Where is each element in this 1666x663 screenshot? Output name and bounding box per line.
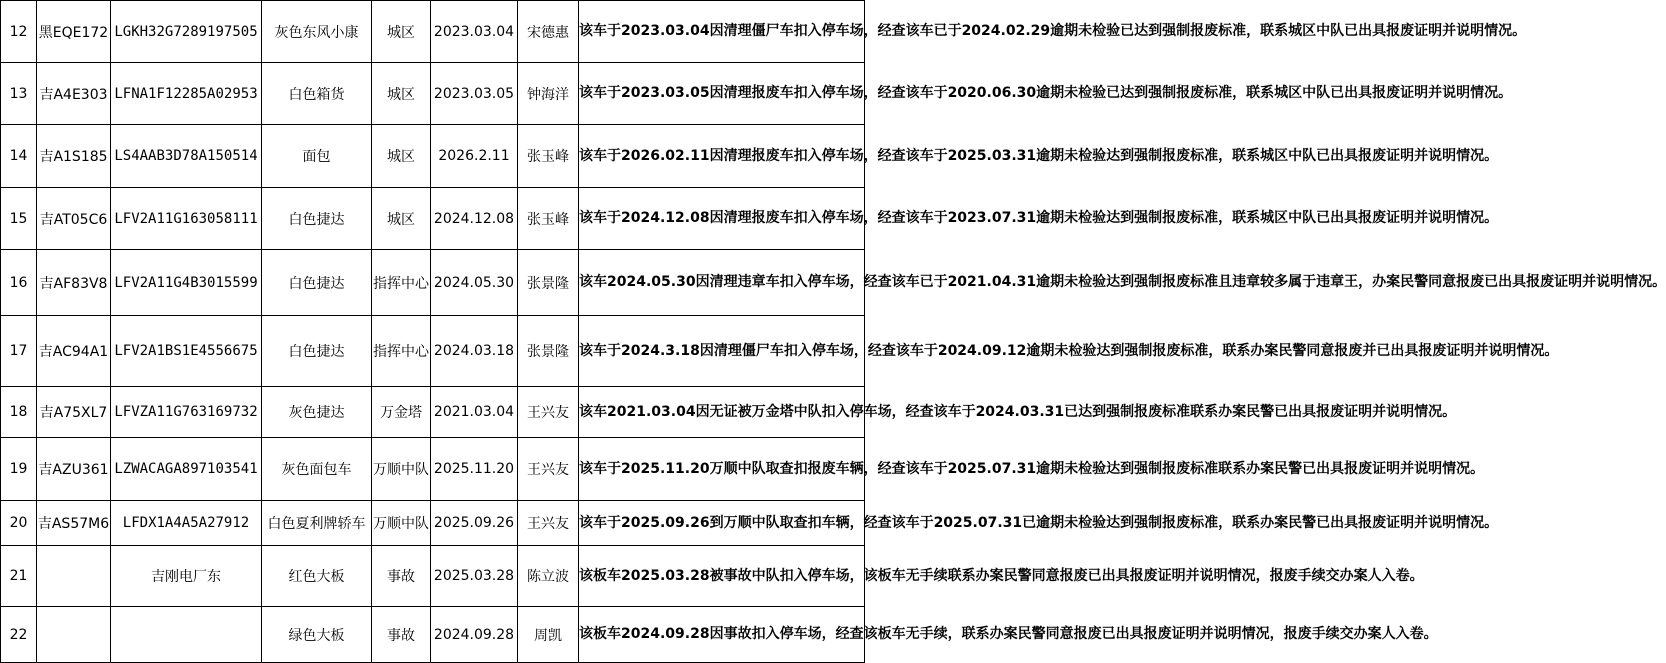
plate-number: 吉AC94A1 xyxy=(37,316,111,387)
department: 事故 xyxy=(372,546,431,607)
remarks: 该车于2024.3.18因清理僵尸车扣入停车场，经查该车于2024.09.12逾期未检验达到强制报废标准，联系办案民警同意报废并已出具报废证明并说明情况。 xyxy=(579,316,865,387)
row-number: 21 xyxy=(1,546,37,607)
department: 城区 xyxy=(372,188,431,250)
vehicle-description: 白色箱货 xyxy=(262,63,372,125)
vin-number: LZWACAGA897103541 xyxy=(111,438,262,501)
remarks: 该车于2023.03.05因清理报废车扣入停车场，经查该车于2020.06.30逾期未检验已达到强制报废标准，联系城区中队已出具报废证明并说明情况。 xyxy=(579,63,865,125)
remarks: 该车于2026.02.11因清理报废车扣入停车场，经查该车于2025.03.31逾期未检验达到强制报废标准，联系城区中队已出具报废证明并说明情况。 xyxy=(579,125,865,188)
vin-number: LFVZA11G763169732 xyxy=(111,387,262,438)
officer-name: 王兴友 xyxy=(518,501,579,546)
table-row xyxy=(1,1,865,63)
remarks: 该板车2025.03.28被事故中队扣入停车场，该板车无手续联系办案民警同意报废已出具报废证明并说明情况，报废手续交办案人入卷。 xyxy=(579,546,865,607)
vehicle-description: 灰色捷达 xyxy=(262,387,372,438)
vin-number: LFV2A1BS1E4556675 xyxy=(111,316,262,387)
row-number: 22 xyxy=(1,607,37,663)
department: 万金塔 xyxy=(372,387,431,438)
plate-number: 吉AZU361 xyxy=(37,438,111,501)
plate-number: 吉AT05C6 xyxy=(37,188,111,250)
row-number: 12 xyxy=(1,1,37,63)
officer-name: 陈立波 xyxy=(518,546,579,607)
officer-name: 周凯 xyxy=(518,607,579,663)
plate-number: 吉AF83V8 xyxy=(37,250,111,316)
remarks: 该车2024.05.30因清理违章车扣入停车场，经查该车已于2021.04.31逾期未检验达到强制报废标准且违章较多属于违章王，办案民警同意报废已出具报废证明并说明情况。 xyxy=(579,250,865,316)
vehicle-description: 面包 xyxy=(262,125,372,188)
officer-name: 王兴友 xyxy=(518,387,579,438)
row-number: 17 xyxy=(1,316,37,387)
vehicle-description: 灰色东风小康 xyxy=(262,1,372,63)
row-number: 13 xyxy=(1,63,37,125)
table-row xyxy=(1,546,865,607)
row-number: 19 xyxy=(1,438,37,501)
plate-number: 黑EQE172 xyxy=(37,1,111,63)
table-row xyxy=(1,387,865,438)
plate-number: 吉A4E303 xyxy=(37,63,111,125)
vin-number: LFV2A11G163058111 xyxy=(111,188,262,250)
department: 事故 xyxy=(372,607,431,663)
row-number: 20 xyxy=(1,501,37,546)
impound-date: 2023.03.04 xyxy=(431,1,518,63)
impound-date: 2021.03.04 xyxy=(431,387,518,438)
officer-name: 张玉峰 xyxy=(518,188,579,250)
vin-number: LFDX1A4A5A27912 xyxy=(111,501,262,546)
department: 万顺中队 xyxy=(372,438,431,501)
officer-name: 宋德惠 xyxy=(518,1,579,63)
vehicle-description: 白色捷达 xyxy=(262,188,372,250)
vin-number: LGKH32G7289197505 xyxy=(111,1,262,63)
remarks: 该车于2025.09.26到万顺中队取查扣车辆，经查该车于2025.07.31已逾期未检验达到强制报废标准，联系办案民警已出具报废证明并说明情况。 xyxy=(579,501,865,546)
vehicle-description: 白色捷达 xyxy=(262,316,372,387)
vin-number: LFNA1F12285A02953 xyxy=(111,63,262,125)
impound-date: 2023.03.05 xyxy=(431,63,518,125)
remarks: 该车于2024.12.08因清理报废车扣入停车场，经查该车于2023.07.31逾期未检验达到强制报废标准，联系城区中队已出具报废证明并说明情况。 xyxy=(579,188,865,250)
department: 城区 xyxy=(372,63,431,125)
officer-name: 钟海洋 xyxy=(518,63,579,125)
row-number: 18 xyxy=(1,387,37,438)
officer-name: 张玉峰 xyxy=(518,125,579,188)
department: 城区 xyxy=(372,125,431,188)
impound-date: 2025.03.28 xyxy=(431,546,518,607)
vehicle-description: 白色夏利牌轿车 xyxy=(262,501,372,546)
officer-name: 张景隆 xyxy=(518,250,579,316)
impound-date: 2024.03.18 xyxy=(431,316,518,387)
plate-number: 吉A75XL7 xyxy=(37,387,111,438)
table-row xyxy=(1,125,865,188)
table-row xyxy=(1,607,865,663)
impound-date: 2025.11.20 xyxy=(431,438,518,501)
remarks: 该板车2024.09.28因事故扣入停车场，经查该板车无手续，联系办案民警同意报废已出具报废证明并说明情况，报废手续交办案人入卷。 xyxy=(579,607,865,663)
table-row xyxy=(1,63,865,125)
row-number: 15 xyxy=(1,188,37,250)
department: 指挥中心 xyxy=(372,316,431,387)
remarks: 该车于2025.11.20万顺中队取查扣报废车辆，经查该车于2025.07.31逾期未检验达到强制报废标准联系办案民警已出具报废证明并说明情况。 xyxy=(579,438,865,501)
plate-number: 吉AS57M6 xyxy=(37,501,111,546)
table-row xyxy=(1,250,865,316)
row-number: 14 xyxy=(1,125,37,188)
row-number: 16 xyxy=(1,250,37,316)
vin-number xyxy=(111,607,262,663)
remarks: 该车于2023.03.04因清理僵尸车扣入停车场，经查该车已于2024.02.29逾期未检验已达到强制报废标准，联系城区中队已出具报废证明并说明情况。 xyxy=(579,1,865,63)
remarks: 该车2021.03.04因无证被万金塔中队扣入停车场，经查该车于2024.03.31已达到强制报废标准联系办案民警已出具报废证明并说明情况。 xyxy=(579,387,865,438)
vin-number: LS4AAB3D78A150514 xyxy=(111,125,262,188)
table-row xyxy=(1,501,865,546)
plate-number: 吉A1S185 xyxy=(37,125,111,188)
department: 指挥中心 xyxy=(372,250,431,316)
impound-date: 2025.09.26 xyxy=(431,501,518,546)
vin-number: LFV2A11G4B3015599 xyxy=(111,250,262,316)
vin-number: 吉刚电厂东 xyxy=(111,546,262,607)
vehicle-description: 红色大板 xyxy=(262,546,372,607)
department: 万顺中队 xyxy=(372,501,431,546)
vehicle-description: 灰色面包车 xyxy=(262,438,372,501)
table-row xyxy=(1,316,865,387)
plate-number xyxy=(37,546,111,607)
table-row xyxy=(1,188,865,250)
impound-date: 2024.09.28 xyxy=(431,607,518,663)
officer-name: 王兴友 xyxy=(518,438,579,501)
impound-date: 2024.05.30 xyxy=(431,250,518,316)
officer-name: 张景隆 xyxy=(518,316,579,387)
impound-date: 2024.12.08 xyxy=(431,188,518,250)
vehicle-description: 白色捷达 xyxy=(262,250,372,316)
table-row xyxy=(1,438,865,501)
department: 城区 xyxy=(372,1,431,63)
impound-date: 2026.2.11 xyxy=(431,125,518,188)
vehicle-description: 绿色大板 xyxy=(262,607,372,663)
plate-number xyxy=(37,607,111,663)
